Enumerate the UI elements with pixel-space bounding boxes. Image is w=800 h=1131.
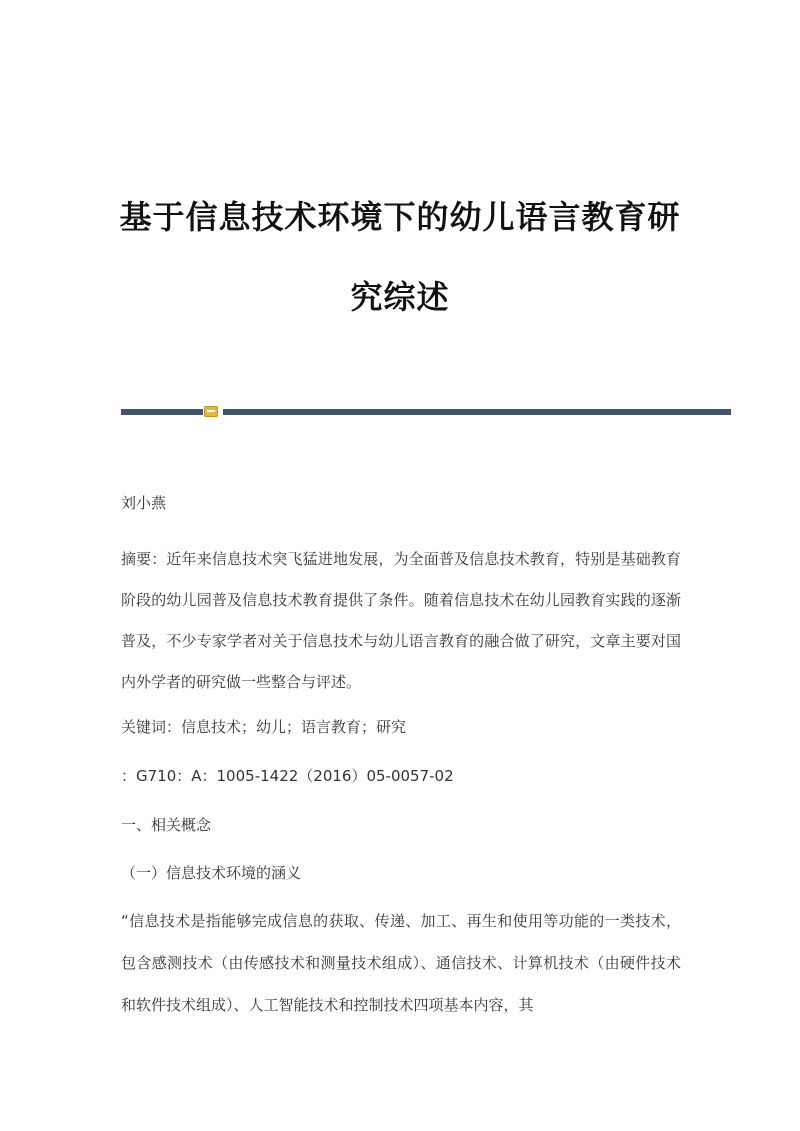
section-heading: 一、相关概念: [121, 816, 212, 834]
subsection-heading: （一）信息技术环境的涵义: [121, 864, 302, 882]
author-name: 刘小燕: [121, 494, 167, 512]
title-divider-left: [121, 409, 203, 415]
divider-badge-icon: [204, 406, 218, 417]
document-title-line-1: 基于信息技术环境下的幼儿语言教育研: [119, 198, 681, 236]
document-title-line-2: 究综述: [350, 278, 450, 316]
keywords-line: 关键词：信息技术；幼儿；语言教育；研究: [121, 718, 407, 736]
title-divider-right: [223, 409, 731, 415]
body-paragraph: “信息技术是指能够完成信息的获取、传递、加工、再生和使用等功能的一类技术，包含感测技术（由传感技术和测量技术组成）、通信技术、计算机技术（由硬件技术和软件技术组成）、人工智能技术和控制技术四项基本内容，其: [121, 912, 681, 1014]
abstract-paragraph: 摘要：近年来信息技术突飞猛进地发展，为全面普及信息技术教育，特别是基础教育阶段的幼儿园普及信息技术教育提供了条件。随着信息技术在幼儿园教育实践的逐渐普及，不少专家学者对关于信息技术与幼儿语言教育的融合做了研究，文章主要对国内外学者的研究做一些整合与评述。: [121, 550, 681, 691]
classification-line: ：G710：A：1005-1422（2016）05-0057-02: [121, 767, 454, 785]
